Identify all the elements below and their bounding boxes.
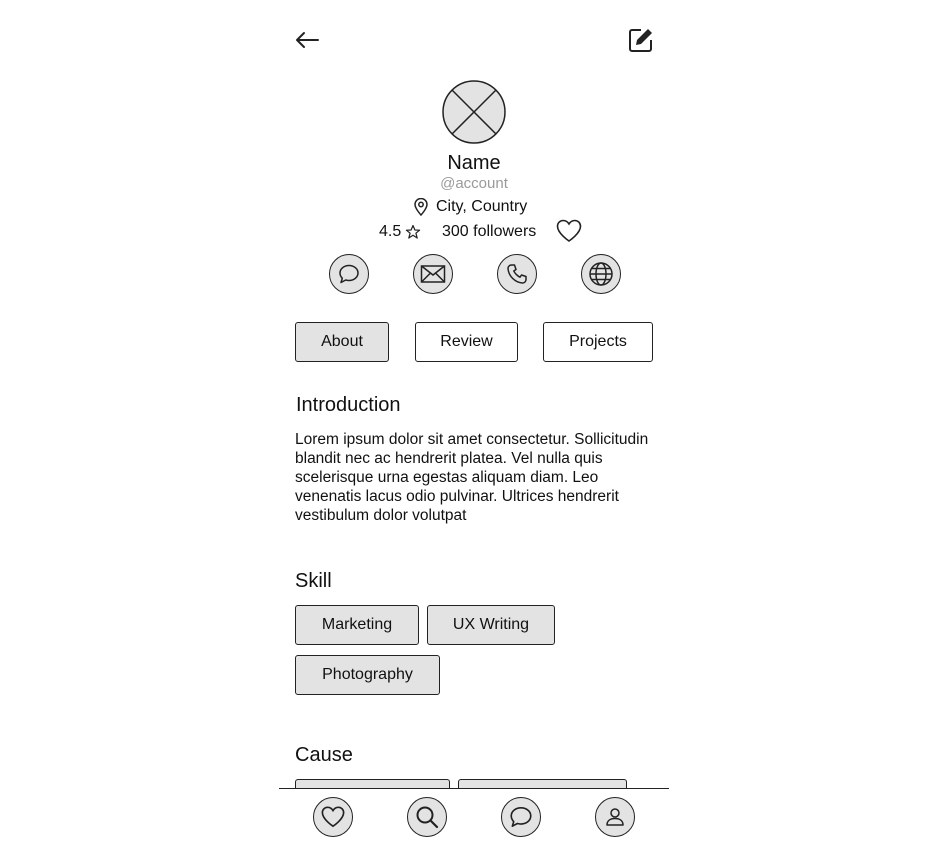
chat-icon [508,804,534,830]
chat-icon [337,262,361,286]
location [413,197,527,217]
introduction-title: Introduction [296,394,401,416]
followers-count: 300 followers [442,223,537,240]
nav-search[interactable] [407,797,447,837]
globe-icon [588,261,614,287]
introduction-text: Lorem ipsum dolor sit amet consectetur. Sollicitudin blandit nec ac hendrerit platea. Vel nulla quis scelerisque urna egestas aliquam diam. Leo venenatis lacus odio pulvinar. Ultrices hendrerit vestibulum dolor volutpat [295,431,649,524]
tab-review[interactable]: Review [415,322,518,362]
profile-account: @account [440,175,508,192]
nav-profile[interactable] [595,797,635,837]
skill-chip[interactable]: Marketing [295,605,419,645]
tab-projects[interactable]: Projects [543,322,653,362]
tab-about[interactable]: About [295,322,389,362]
call-button[interactable] [497,254,537,294]
email-button[interactable] [413,254,453,294]
star-icon [405,224,421,240]
edit-icon [628,27,654,53]
follow-button[interactable] [555,218,583,244]
website-button[interactable] [581,254,621,294]
skill-chip[interactable]: Photography [295,655,440,695]
message-button[interactable] [329,254,369,294]
phone-icon [505,262,529,286]
profile-name: Name [447,152,501,174]
nav-messages[interactable] [501,797,541,837]
location-text: City, Country [436,198,528,215]
skill-chip[interactable]: UX Writing [427,605,555,645]
heart-icon [555,218,583,244]
edit-button[interactable] [628,27,654,53]
search-icon [414,804,440,830]
heart-icon [320,805,346,829]
profile-icon [603,805,627,829]
rating-value: 4.5 [379,223,402,240]
mail-icon [420,264,446,284]
back-button[interactable] [294,28,320,52]
cause-title: Cause [295,744,353,766]
avatar [442,80,506,144]
arrow-left-icon [294,28,320,52]
map-pin-icon [413,198,429,216]
skill-title: Skill [295,570,332,592]
rating [379,222,421,242]
nav-favorites[interactable] [313,797,353,837]
